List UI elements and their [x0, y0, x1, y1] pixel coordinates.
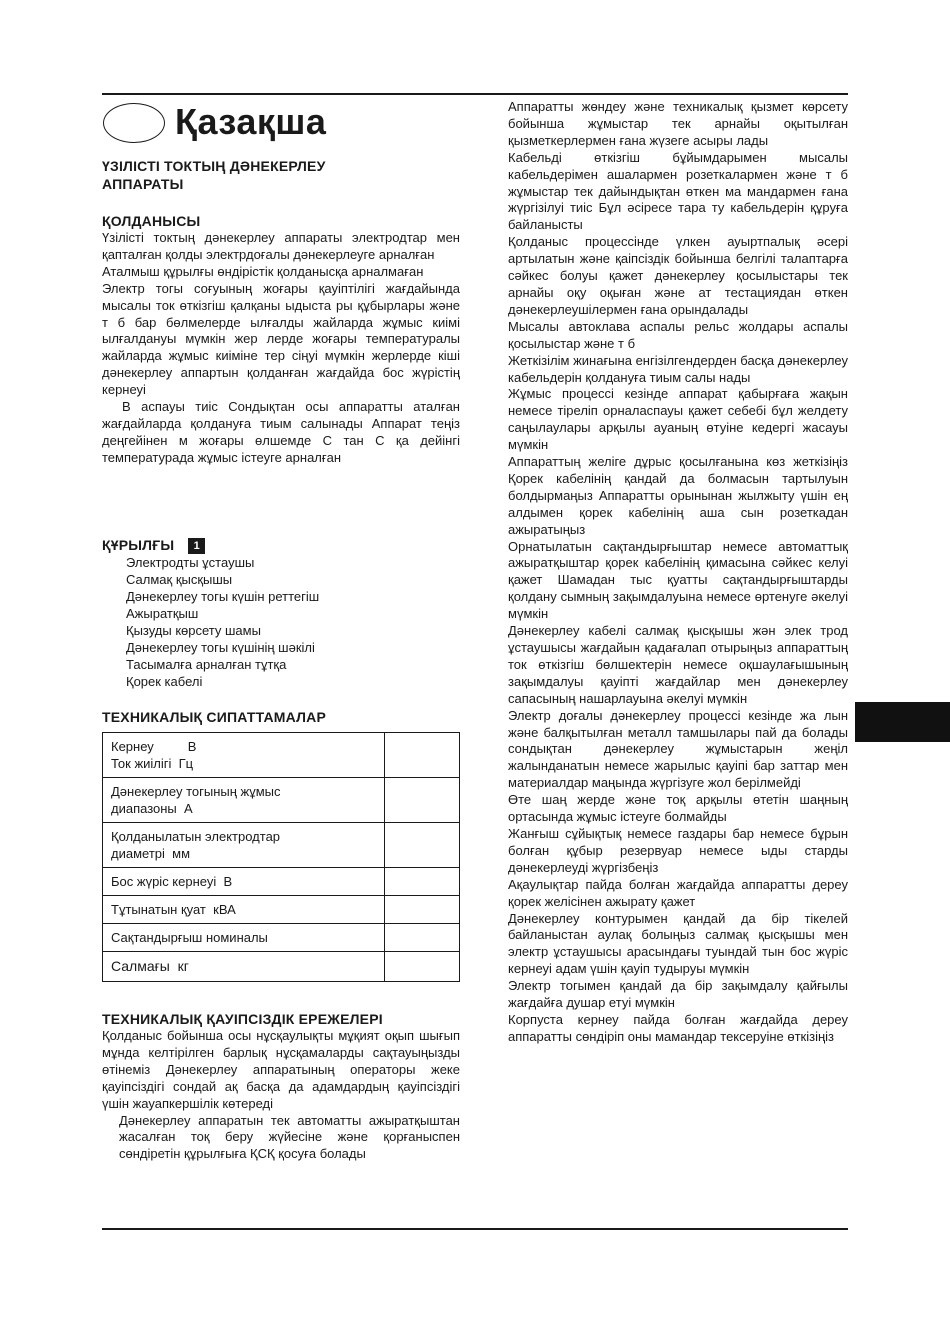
table-cell-value — [385, 896, 460, 924]
document-title-line-1: ҮЗІЛІСТІ ТОКТЫҢ ДӘНЕКЕРЛЕУ — [102, 158, 326, 174]
usage-heading: ҚОЛДАНЫСЫ — [102, 213, 201, 229]
safety-paragraph: Электр тогымен қандай да бір зақымдалу қайғылы жағдайға душар етуі мүмкін — [508, 978, 848, 1011]
table-cell — [103, 778, 385, 823]
safety-paragraph: Қолданыс процессінде үлкен ауыртпалық әсері артылатын және қаіпсіздік бойынша белгілі талаптарға сәйкес болуы қажет дәнекерлеу қосылыстары тек арнайы оқу оқыған және ат тестациядан өткен дәнекерлеушілермен ғана орындалады — [508, 234, 848, 317]
table-cell-value — [385, 778, 460, 823]
safety-paragraph: Орнатылатын сақтандырғыштар немесе автоматтық ажыратқыштар қорек кабелінің қимасына сәйкес келуі қажет Шамадан тыс қуатты сақтандырғыштарды қолдану сымның зақымдалуына немесе өртенуге әкелуі мүмкін — [508, 538, 848, 622]
language-title: Қазақша — [175, 101, 327, 142]
safety-paragraph: Электр доғалы дәнекерлеу процессі кезінде жа лын және балқытылған металл тамшылары пай да болады сондықтан дәнекерлеу жұмыстарын жеңіл жалынданатын немесе жарылыс қауіпі бар заттар мен материалдар маңында жүргізуге жол берілмейді — [508, 707, 848, 791]
safety-paragraph: Ақаулықтар пайда болған жағдайда аппаратты дереу қорек желісінен ажырату қажет — [508, 876, 848, 909]
usage-paragraph: Үзілісті токтың дәнекерлеу аппараты электродтар мен қапталған қолды электрдоғалы дәнекерлеуге арналған — [102, 230, 460, 262]
safety-heading: ТЕХНИКАЛЫҚ ҚАУІПСІЗДІК ЕРЕЖЕЛЕРІ — [102, 1011, 383, 1027]
safety-paragraph: Жанғыш сұйықтық немесе газдары бар немесе бұрын болған құбыр резервуар немесе ыды старды дәнекерлеуді жүргізбеңіз — [508, 825, 848, 875]
table-cell-value — [385, 952, 460, 982]
list-item: Қызуды көрсету шамы — [126, 623, 261, 638]
parts-heading — [102, 536, 460, 554]
document-title-line-2: АППАРАТЫ — [102, 176, 184, 192]
specs-heading: ТЕХНИКАЛЫҚ СИПАТТАМАЛАР — [102, 709, 326, 725]
list-item: Ажыратқыш — [126, 606, 199, 621]
safety-paragraph: Дәнекерлеу кабелі салмақ қысқышы жән элек трод ұстаушысы жағдайын қадағалап отырыңыз аппараттың ток өткізгіш бөлшектерін немесе оқшаулағышының зақымдалуы қауіпті жағдайлар мен дәнекерлеу сапасының нашарлауына әкелуі мүмкін — [508, 623, 848, 706]
figure-ref-badge: 1 — [188, 538, 205, 554]
parts-list — [102, 554, 460, 690]
usage-paragraph: В аспауы тиіс Сондықтан осы аппаратты аталған жағдайларда қолдануға тиым салынады Аппарат теңіз деңгейінен м жоғары өлшемде С тан С қа дейінгі температурада жұмыс істеуге арналған — [102, 399, 460, 465]
safety-bullet: Дәнекерлеу аппаратын тек автоматты ажыратқыштан жасалған тоқ беру жүйесіне және қорғаныспен сөндіретін құрылғыға ҚСҚ қосуға болады — [119, 1112, 460, 1162]
table-cell — [103, 823, 385, 868]
spec-label: Дәнекерлеу тогының жұмыс — [111, 784, 281, 799]
language-badge-oval — [103, 103, 165, 143]
top-rule — [102, 93, 848, 95]
table-row — [103, 823, 460, 868]
table-cell — [103, 924, 385, 952]
table-row — [103, 952, 460, 982]
spec-label: Қолданылатын электродтар — [111, 829, 281, 844]
safety-paragraph: Корпуста кернеу пайда болған жағдайда дереу аппаратты сөндіріп оны мамандар тексеруіне өткізіңіз — [508, 1011, 848, 1044]
spec-unit: Гц — [178, 756, 194, 771]
spec-label: Кернеу — [111, 739, 154, 754]
parts-heading-text: ҚҰРЫЛҒЫ — [102, 537, 175, 553]
table-row — [103, 924, 460, 952]
usage-paragraph: Электр тогы соғуының жоғары қауіптілігі жағдайында мысалы ток өткізгіш қалқаны ыдыста ры құбырлары және т б бар бөлмелерде ылғалды жайларда жұмыс киімі ылғалдануы мүмкін жер лерде жоғары температуралы жайларда жұмыс киіміне тер сіңуі мүмкін жерлерде кіші дәнекерлеу аппартын қолданған жағдайда бос жүрістің кернеуі — [102, 280, 460, 398]
list-item: Электродты ұстаушы — [126, 555, 255, 570]
table-cell-value — [385, 924, 460, 952]
safety-intro: Қолданыс бойынша осы нұсқаулықты мұқият оқып шығып мұнда келтірілген барлық нұсқамаларды сақтауыңызды өтінеміз Дәнекерлеу аппаратының операторы жеке қауіпсіздігі сондай ақ басқа да адамдардың қауіпсіздігі үшін жауапкершілік көтереді — [102, 1028, 460, 1111]
safety-paragraph: Жеткізілім жинағына енгізілгендерден басқа дәнекерлеу кабельдерін қолдануға тиым салы нады — [508, 352, 848, 385]
parts-section — [102, 536, 460, 690]
table-cell — [103, 952, 385, 982]
side-tab-marker — [855, 702, 950, 742]
safety-paragraph: Аппаратты жөндеу және техникалық қызмет көрсету бойынша жұмыстар тек арнайы оқытылған қызметкерлермен ғана жүзеге асыры лады — [508, 99, 848, 148]
safety-paragraph: Жұмыс процессі кезінде аппарат қабырғаға жақын немесе тіреліп орналаспауы қажет себебі бұл желдету саңылаулары арқылы ауаның өтуіне кедергі жасауы мүмкін — [508, 386, 848, 453]
list-item: Қорек кабелі — [126, 674, 203, 689]
table-row — [103, 868, 460, 896]
spec-label: диапазоны — [111, 801, 177, 816]
safety-paragraph: Өте шаң жерде және тоқ арқылы өтетін шаңның ортасында жұмыс істеуге болмайды — [508, 792, 848, 825]
safety-section — [102, 1010, 460, 1163]
list-item: Дәнекерлеу тогы күшінің шәкілі — [126, 640, 315, 655]
spec-label: Салмағы — [111, 958, 170, 974]
right-column — [508, 99, 848, 1046]
table-cell-value — [385, 823, 460, 868]
spec-label: Бос жүріс кернеуі — [111, 874, 217, 889]
list-item: Салмақ қысқышы — [126, 572, 233, 587]
spec-unit: кВА — [213, 902, 236, 917]
safety-paragraph: Аппараттың желіге дұрыс қосылғанына көз жеткізіңіз Қорек кабелінің қандай да болмасын тартылуын болдырмаңыз Аппаратты орынынан жылжыту үшін ең алдымен қорек кабелінің аша сын розеткадан ажыратыңыз — [508, 454, 848, 537]
safety-paragraph: Дәнекерлеу контурымен қандай да бір тікелей байланыстан аулақ болыңыз салмақ қысқышы мен электр ұстаушысы арасындағы туындай тын бос жүріс кернеуі адам үшін қауіп тудыруы мүмкін — [508, 910, 848, 977]
list-item: Тасымалға арналған тұтқа — [126, 657, 287, 672]
spec-unit: кг — [177, 958, 189, 974]
spec-label: диаметрі — [111, 846, 165, 861]
usage-paragraph: Аталмыш құрылғы өндірістік қолданысқа арналмаған — [102, 263, 424, 279]
safety-paragraph: Мысалы автоклава аспалы рельс жолдары аспалы қосылыстар және т б — [508, 318, 848, 351]
bottom-rule — [102, 1228, 848, 1230]
table-cell-value — [385, 868, 460, 896]
spec-unit: В — [223, 874, 233, 889]
table-row — [103, 896, 460, 924]
table-row — [103, 733, 460, 778]
usage-section — [102, 212, 460, 467]
spec-unit: А — [184, 801, 193, 816]
spec-label: Сақтандырғыш номиналы — [111, 930, 268, 945]
table-row — [103, 778, 460, 823]
spec-label: Ток жиілігі — [111, 756, 172, 771]
safety-paragraph: Кабельді өткізгіш бұйымдарымен мысалы кабельдерімен ашалармен розеткалармен және т б жұмыстар тек дайындықтан өткен ма мандармен ғана жүргізілуі тиіс Бұл әсіресе тара ту кабельдерін құруға байланысты — [508, 149, 848, 233]
specs-table — [102, 732, 460, 982]
table-cell — [103, 868, 385, 896]
spec-label: Тұтынатын қуат — [111, 902, 206, 917]
list-item: Дәнекерлеу тогы күшін реттегіш — [126, 589, 320, 604]
table-cell — [103, 733, 385, 778]
table-cell-value — [385, 733, 460, 778]
specs-section — [102, 708, 460, 982]
spec-unit: В — [187, 739, 197, 754]
table-cell — [103, 896, 385, 924]
spec-unit: мм — [172, 846, 190, 861]
